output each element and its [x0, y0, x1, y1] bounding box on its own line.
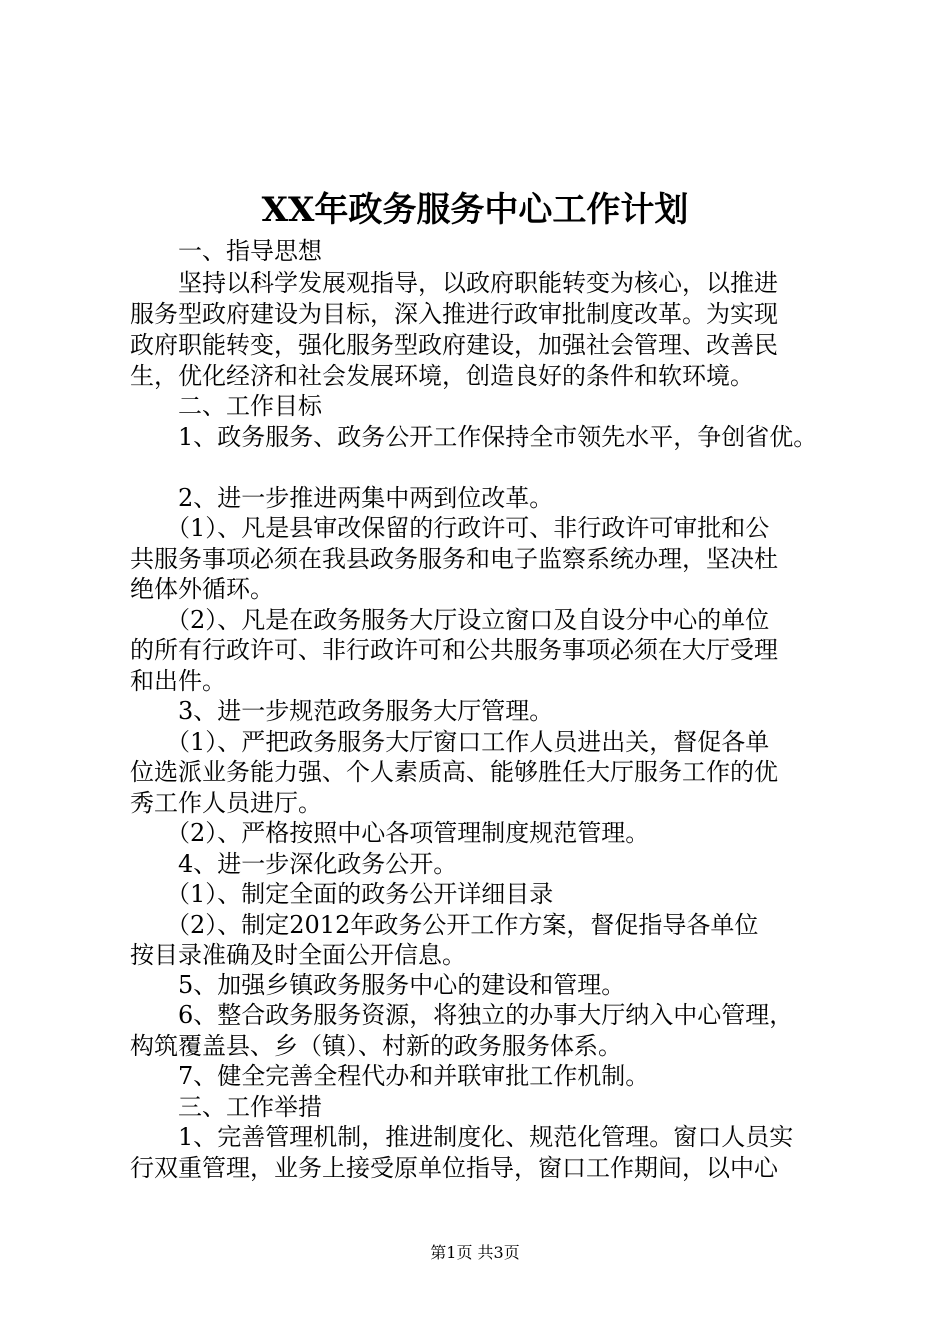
text-line: 生，优化经济和社会发展环境，创造良好的条件和软环境。: [130, 362, 754, 390]
text-line: 4、进一步深化政务公开。: [130, 850, 458, 878]
text-line: 位选派业务能力强、个人素质高、能够胜任大厅服务工作的优: [130, 758, 778, 786]
text-line: 5、加强乡镇政务服务中心的建设和管理。: [130, 971, 626, 999]
text-line: 的所有行政许可、非行政许可和公共服务事项必须在大厅受理: [130, 636, 778, 664]
text-line: 行双重管理，业务上接受原单位指导，窗口工作期间，以中心: [130, 1154, 778, 1182]
text-line: 绝体外循环。: [130, 575, 274, 603]
text-line: （1）、严把政务服务大厅窗口工作人员进出关，督促各单: [130, 728, 770, 756]
text-line: 7、健全完善全程代办和并联审批工作机制。: [130, 1062, 650, 1090]
text-line: 服务型政府建设为目标，深入推进行政审批制度改革。为实现: [130, 300, 778, 328]
text-line: 一、指导思想: [130, 237, 322, 265]
text-line: 和出件。: [130, 667, 226, 695]
text-line: 秀工作人员进厅。: [130, 789, 322, 817]
page-footer: 第1页 共3页: [430, 1243, 520, 1262]
text-line: （2）、制定2012年政务公开工作方案，督促指导各单位: [130, 911, 759, 939]
text-line: （2）、凡是在政务服务大厅设立窗口及自设分中心的单位: [130, 606, 770, 634]
text-line: 1、完善管理机制，推进制度化、规范化管理。窗口人员实: [130, 1123, 794, 1151]
text-line: 6、整合政务服务资源，将独立的办事大厅纳入中心管理，: [130, 1001, 794, 1029]
text-line: 坚持以科学发展观指导，以政府职能转变为核心，以推进: [130, 269, 778, 297]
text-line: （1）、凡是县审改保留的行政许可、非行政许可审批和公: [130, 514, 770, 542]
text-line: 政府职能转变，强化服务型政府建设，加强社会管理、改善民: [130, 331, 778, 359]
text-line: 1、政务服务、政务公开工作保持全市领先水平，争创省优。: [130, 423, 818, 451]
text-line: （1）、制定全面的政务公开详细目录: [130, 880, 554, 908]
document-title: XX年政务服务中心工作计划: [261, 190, 689, 230]
text-line: 二、工作目标: [130, 392, 322, 420]
text-line: 共服务事项必须在我县政务服务和电子监察系统办理，坚决杜: [130, 545, 778, 573]
text-line: 三、工作举措: [130, 1093, 322, 1121]
text-line: 构筑覆盖县、乡（镇）、村新的政务服务体系。: [130, 1032, 622, 1060]
text-line: 按目录准确及时全面公开信息。: [130, 941, 466, 969]
text-line: 3、进一步规范政务服务大厅管理。: [130, 697, 554, 725]
text-line: （2）、严格按照中心各项管理制度规范管理。: [130, 819, 650, 847]
text-line: 2、进一步推进两集中两到位改革。: [130, 484, 554, 512]
